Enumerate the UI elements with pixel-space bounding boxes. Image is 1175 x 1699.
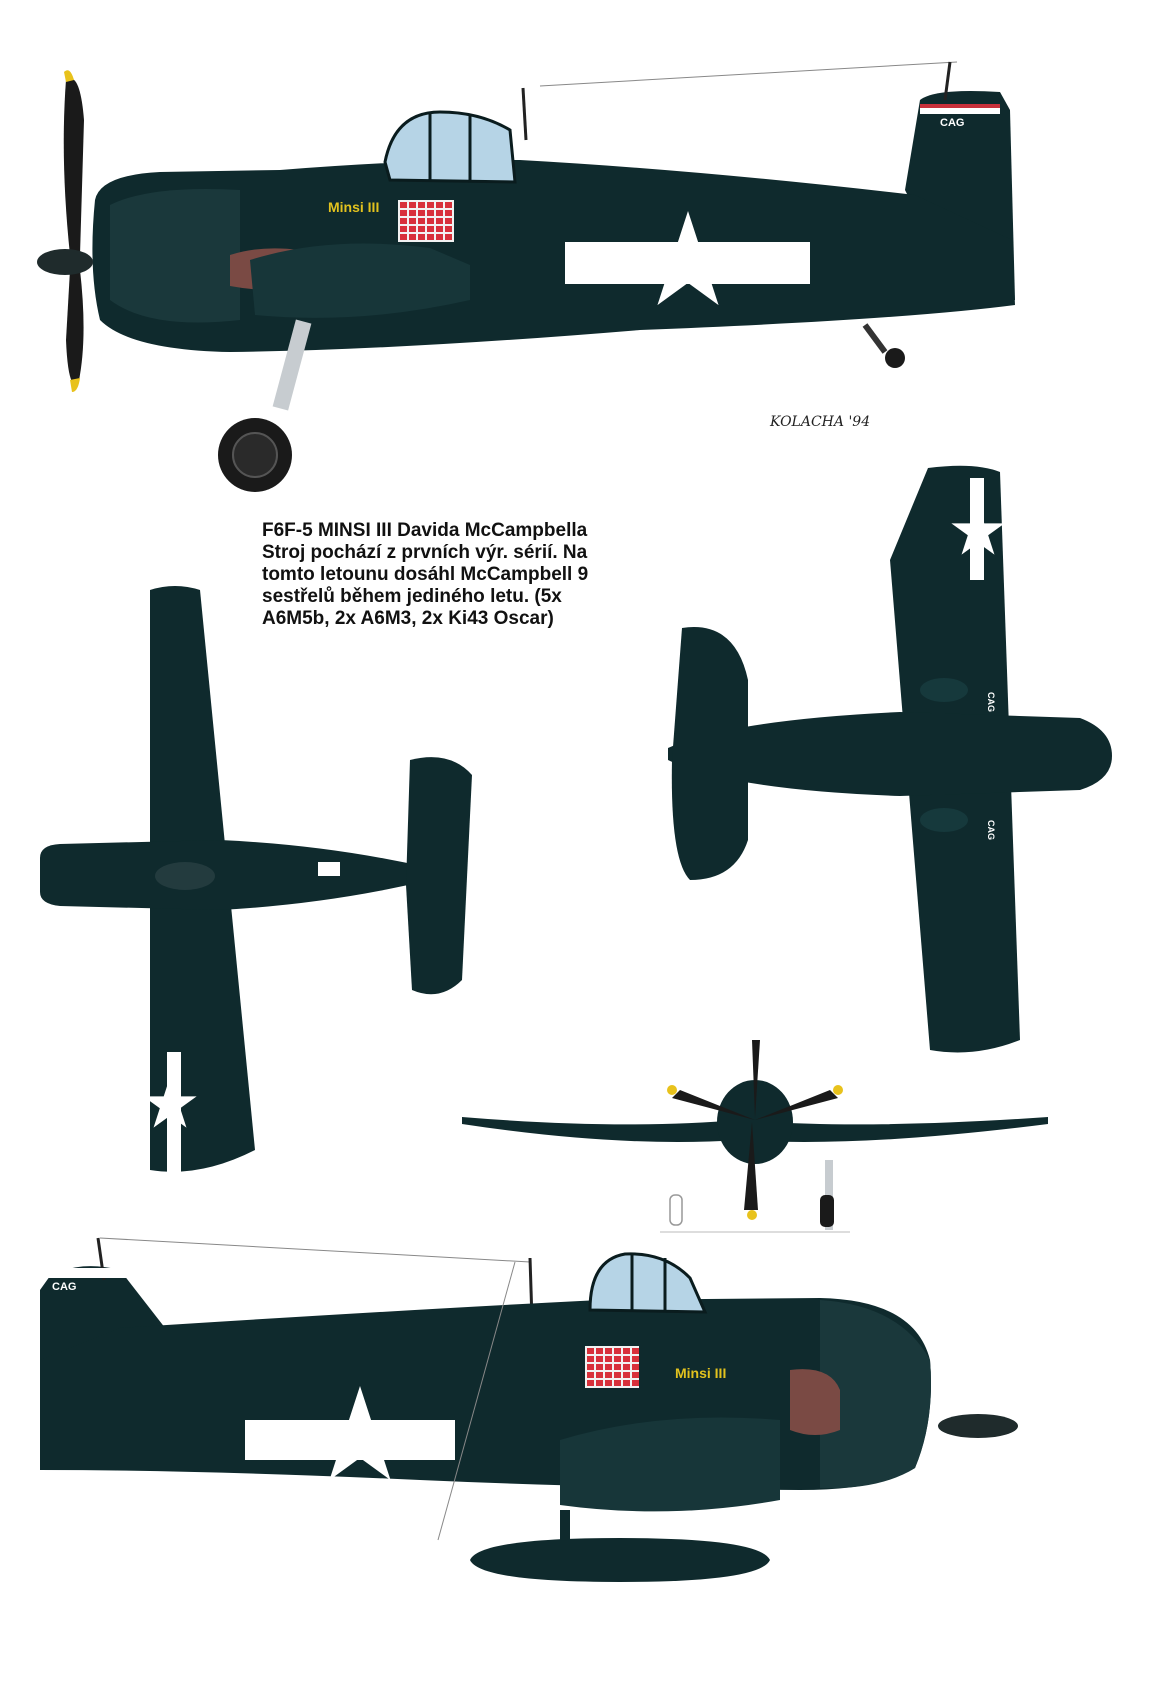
victory-flag (614, 1356, 621, 1362)
victory-flag (587, 1380, 594, 1386)
caption-line: Stroj pochází z prvních výr. sérií. Na (262, 542, 588, 563)
victory-flag (596, 1380, 603, 1386)
starboard-side-profile (40, 1238, 1018, 1582)
victory-flag (614, 1380, 621, 1386)
victory-flag (436, 202, 443, 208)
victory-flag (445, 218, 452, 224)
victory-flag (605, 1380, 612, 1386)
victory-flag (632, 1356, 639, 1362)
victory-flag (409, 234, 416, 240)
victory-flag (400, 202, 407, 208)
victory-flag (409, 218, 416, 224)
victory-flag (632, 1364, 639, 1370)
victory-flag (445, 202, 452, 208)
victory-flag (614, 1364, 621, 1370)
top-view (40, 586, 472, 1172)
victory-flag (418, 202, 425, 208)
victory-flag (427, 218, 434, 224)
caption-line: tomto letounu dosáhl McCampbell 9 (262, 564, 589, 585)
victory-flag (596, 1364, 603, 1370)
caption-line: A6M5b, 2x A6M3, 2x Ki43 Oscar) (262, 608, 554, 629)
victory-flag (445, 226, 452, 232)
victory-flag (596, 1372, 603, 1378)
starboard-nose-name: Minsi III (675, 1365, 727, 1381)
bottom-view (668, 466, 1112, 1053)
victory-flag (587, 1356, 594, 1362)
nose-name: Minsi III (328, 199, 380, 215)
front-code: CAG (806, 1163, 824, 1172)
victory-flag (400, 218, 407, 224)
victory-flag (596, 1348, 603, 1354)
victory-flag (436, 234, 443, 240)
bottom-code-lower: CAG (986, 820, 996, 840)
victory-flag (623, 1356, 630, 1362)
victory-flag (623, 1372, 630, 1378)
victory-flag (409, 210, 416, 216)
victory-flag (614, 1372, 621, 1378)
caption-line: F6F-5 MINSI III Davida McCampbella (262, 520, 588, 541)
victory-flag (436, 210, 443, 216)
victory-flag (445, 234, 452, 240)
victory-flag (445, 210, 452, 216)
front-view (462, 1040, 1048, 1232)
artist-signature: KOLACHA '94 (770, 414, 871, 430)
victory-flag (418, 226, 425, 232)
victory-flag (632, 1380, 639, 1386)
victory-flag (436, 218, 443, 224)
victory-flag (427, 234, 434, 240)
victory-flag (605, 1364, 612, 1370)
caption (262, 520, 682, 630)
victory-flag (623, 1348, 630, 1354)
victory-flag (587, 1348, 594, 1354)
victory-flag (409, 226, 416, 232)
victory-flag (436, 226, 443, 232)
victory-flag (596, 1356, 603, 1362)
port-side-profile (37, 62, 1015, 492)
victory-flag (632, 1372, 639, 1378)
victory-flag (400, 226, 407, 232)
tail-code: CAG (940, 117, 965, 129)
victory-flag (587, 1364, 594, 1370)
starboard-tail-code: CAG (52, 1281, 77, 1293)
victory-flag (623, 1364, 630, 1370)
bottom-code-upper: CAG (986, 692, 996, 712)
victory-flag (632, 1348, 639, 1354)
victory-flag (623, 1380, 630, 1386)
victory-flag (614, 1348, 621, 1354)
victory-flag (400, 210, 407, 216)
victory-flag (418, 218, 425, 224)
victory-flag (418, 234, 425, 240)
victory-flag (400, 234, 407, 240)
victory-flag (605, 1372, 612, 1378)
victory-flag (587, 1372, 594, 1378)
victory-flag (409, 202, 416, 208)
victory-flag (605, 1348, 612, 1354)
victory-flag (427, 202, 434, 208)
victory-flag (418, 210, 425, 216)
victory-flag (427, 210, 434, 216)
victory-flag (427, 226, 434, 232)
caption-line: sestřelů během jediného letu. (5x (262, 586, 562, 607)
victory-flag (605, 1356, 612, 1362)
